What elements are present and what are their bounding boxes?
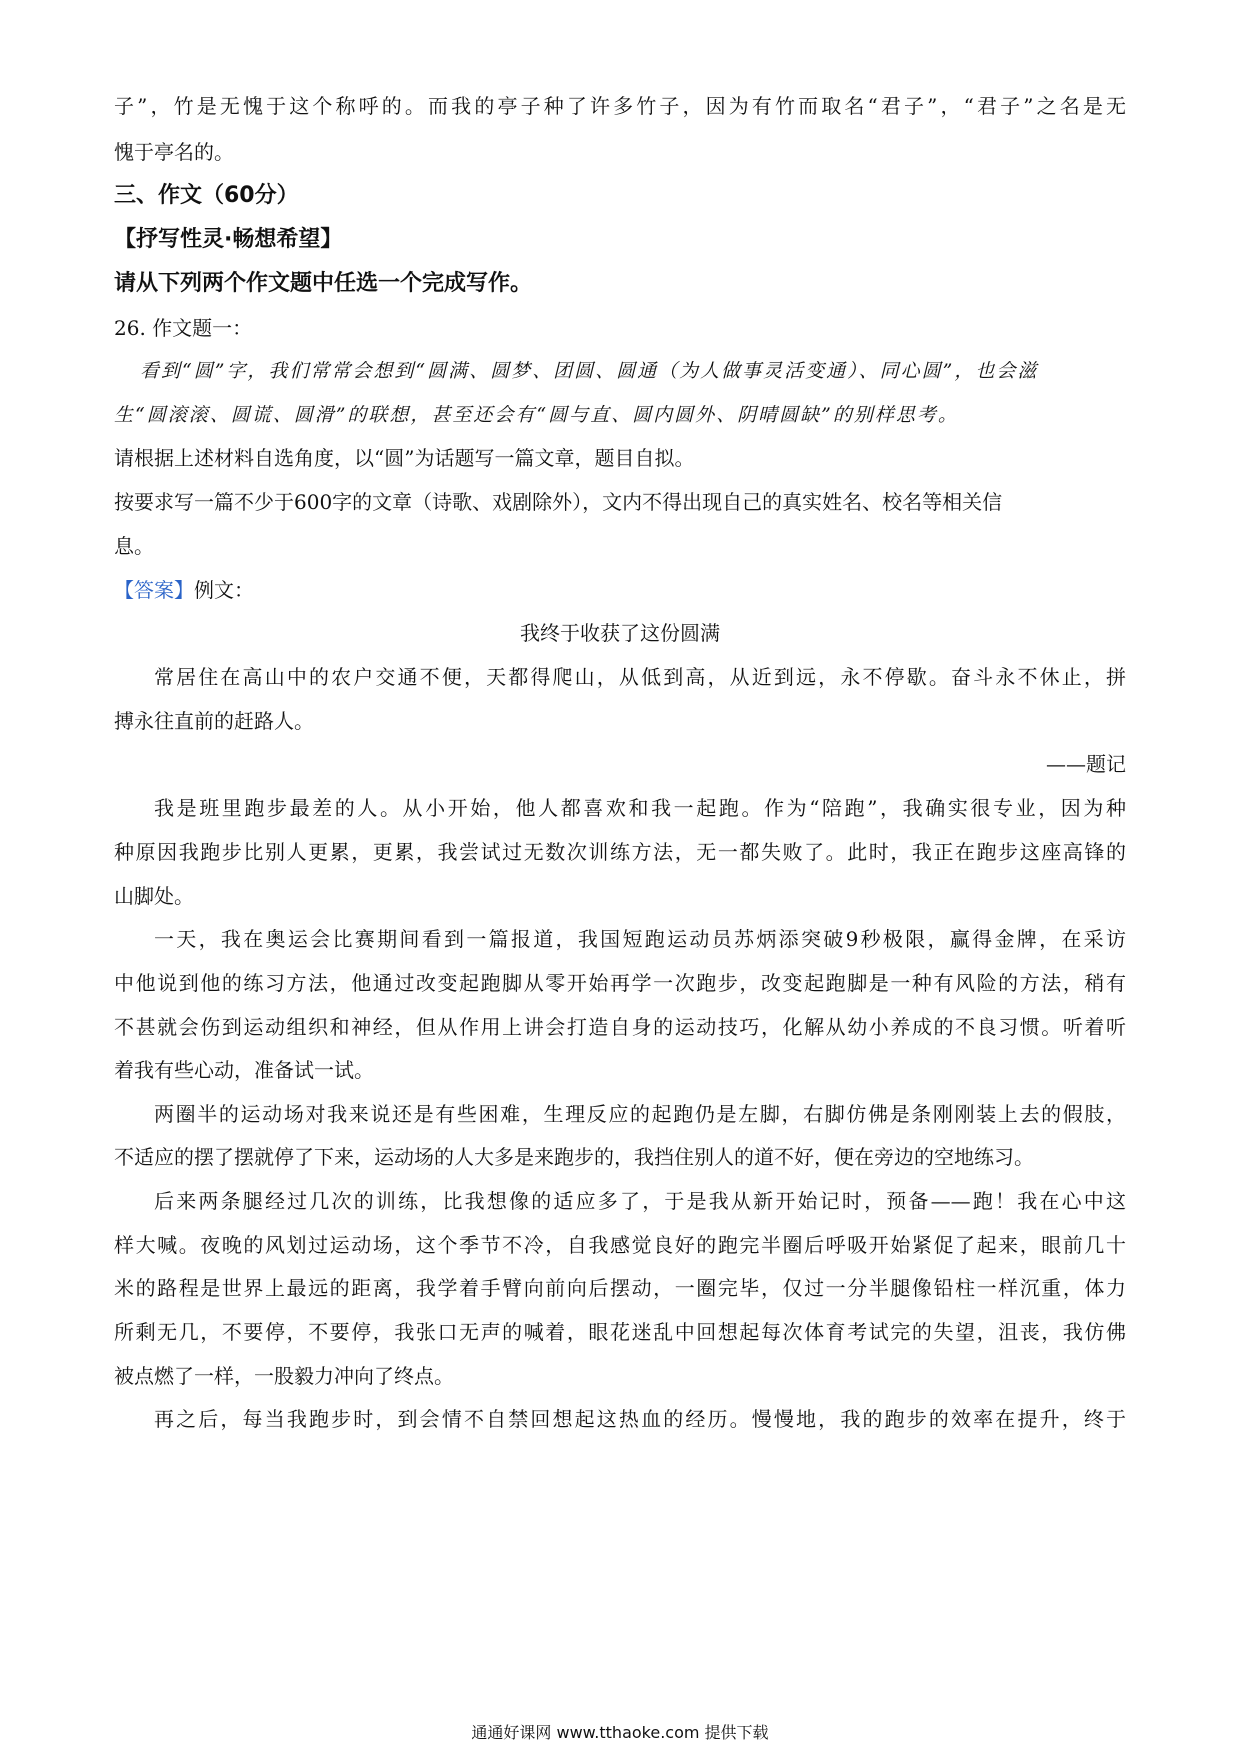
essay-line: 种原因我跑步比别人更累，更累，我尝试过无数次训练方法，无一都失败了。此时，我正在跑步这座高锋的 bbox=[114, 840, 1126, 864]
text-line: 子”，竹是无愧于这个称呼的。而我的亭子种了许多竹子，因为有竹而取名“君子”，“君子”之名是无 bbox=[114, 94, 1126, 118]
requirement-line: 息。 bbox=[114, 534, 154, 558]
question-number: 26. 作文题一： bbox=[114, 316, 253, 340]
essay-line: 山脚处。 bbox=[114, 884, 194, 908]
requirement-line: 请根据上述材料自选角度，以“圆”为话题写一篇文章，题目自拟。 bbox=[114, 446, 695, 470]
answer-label: 例文： bbox=[194, 578, 254, 602]
essay-line: 所剩无几，不要停，不要停，我张口无声的喊着，眼花迷乱中回想起每次体育考试完的失望，沮丧，我仿佛 bbox=[114, 1320, 1126, 1344]
answer-tag: 【答案】 bbox=[114, 578, 194, 602]
text-line: 愧于亭名的。 bbox=[114, 140, 234, 164]
essay-line: 样大喊。夜晚的风划过运动场，这个季节不冷，自我感觉良好的跑完半圈后呼吸开始紧促了起来，眼前几十 bbox=[114, 1233, 1126, 1257]
theme-heading: 【抒写性灵·畅想希望】 bbox=[114, 227, 343, 252]
prompt-line: 生“圆滚滚、圆谎、圆滑”的联想，甚至还会有“圆与直、圆内圆外、阴晴圆缺”的别样思考。 bbox=[114, 404, 959, 426]
requirement-line: 按要求写一篇不少于600字的文章（诗歌、戏剧除外），文内不得出现自己的真实姓名、校名等相关信 bbox=[114, 490, 1003, 514]
essay-line: 被点燃了一样，一股毅力冲向了终点。 bbox=[114, 1364, 454, 1388]
epigraph-signature: ——题记 bbox=[1046, 752, 1126, 776]
essay-line: 搏永往直前的赶路人。 bbox=[114, 709, 314, 733]
essay-line: 再之后，每当我跑步时，到会情不自禁回想起这热血的经历。慢慢地，我的跑步的效率在提升，终于 bbox=[154, 1407, 1126, 1431]
essay-title: 我终于收获了这份圆满 bbox=[520, 621, 720, 645]
essay-line: 着我有些心动，准备试一试。 bbox=[114, 1058, 374, 1082]
essay-line: 不甚就会伤到运动组织和神经，但从作用上讲会打造自身的运动技巧，化解从幼小养成的不良习惯。听着听 bbox=[114, 1015, 1126, 1039]
prompt-line: 看到“圆”字，我们常常会想到“圆满、圆梦、团圆、圆通（为人做事灵活变通）、同心圆”，也会滋 bbox=[140, 360, 1039, 382]
essay-line: 常居住在高山中的农户交通不便，天都得爬山，从低到高，从近到远，永不停歇。奋斗永不休止，拼 bbox=[154, 665, 1126, 689]
essay-line: 不适应的摆了摆就停了下来，运动场的人大多是来跑步的，我挡住别人的道不好，便在旁边的空地练习。 bbox=[114, 1145, 1034, 1169]
essay-line: 米的路程是世界上最远的距离，我学着手臂向前向后摆动，一圈完毕，仅过一分半腿像铅柱一样沉重，体力 bbox=[114, 1276, 1126, 1300]
answer-line bbox=[114, 576, 1134, 604]
page-footer: 通通好课网 www.tthaoke.com 提供下载 bbox=[471, 1723, 769, 1742]
essay-line: 一天，我在奥运会比赛期间看到一篇报道，我国短跑运动员苏炳添突破9秒极限，赢得金牌，在采访 bbox=[154, 927, 1126, 951]
essay-line: 我是班里跑步最差的人。从小开始，他人都喜欢和我一起跑。作为“陪跑”，我确实很专业，因为种 bbox=[154, 796, 1126, 820]
essay-line: 两圈半的运动场对我来说还是有些困难，生理反应的起跑仍是左脚，右脚仿佛是条刚刚装上去的假肢， bbox=[154, 1102, 1126, 1126]
section-heading: 三、作文（60分） bbox=[114, 183, 299, 208]
instruction-heading: 请从下列两个作文题中任选一个完成写作。 bbox=[114, 271, 533, 296]
essay-line: 后来两条腿经过几次的训练，比我想像的适应多了，于是我从新开始记时，预备——跑！我在心中这 bbox=[154, 1189, 1126, 1213]
essay-line: 中他说到他的练习方法，他通过改变起跑脚从零开始再学一次跑步，改变起跑脚是一种有风险的方法，稍有 bbox=[114, 971, 1126, 995]
